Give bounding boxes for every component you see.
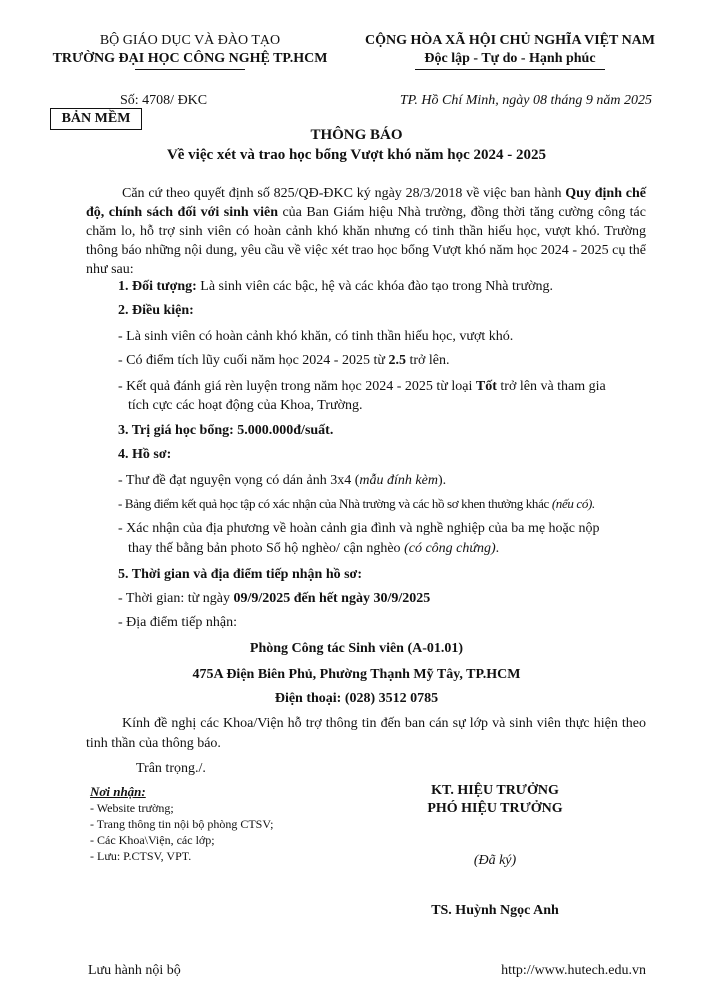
document-subtitle: Về việc xét và trao học bổng Vượt khó năm học 2024 - 2025: [166, 147, 547, 163]
section-1-label: 1. Đối tượng:: [118, 279, 197, 294]
intro-text-1: Căn cứ theo quyết định số 825/QĐ-ĐKC ký ngày 28/3/2018 về việc ban hành: [122, 186, 562, 201]
section-4-item-1-text: - Thư đề đạt nguyện vọng có dán ảnh 3x4 (: [118, 473, 360, 488]
soft-copy-stamp: BẢN MỀM: [50, 108, 142, 130]
recipient-item: - Các Khoa\Viện, các lớp;: [90, 833, 215, 847]
document-title: THÔNG BÁO: [310, 127, 403, 143]
motto-underline: [415, 69, 605, 70]
section-5-label: 5. Thời gian và địa điểm tiếp nhận hồ sơ:: [118, 567, 362, 582]
section-2-item-2: [118, 352, 648, 370]
recipient-item: - Website trường;: [90, 801, 174, 815]
section-3-label: 3. Trị giá học bổng: 5.000.000đ/suất.: [118, 423, 334, 438]
ministry-name: BỘ GIÁO DỤC VÀ ĐÀO TẠO: [99, 33, 281, 48]
section-5-time: [118, 590, 648, 608]
signatory-name: TS. Huỳnh Ngọc Anh: [431, 903, 559, 918]
section-2-item-3-continued: tích cực các hoạt động của Khoa, Trường.: [128, 398, 363, 413]
section-2-label: 2. Điều kiện:: [118, 303, 194, 318]
section-4-item-1: [118, 472, 648, 490]
footer-internal: Lưu hành nội bộ: [88, 963, 181, 978]
header-left: [40, 32, 340, 70]
header-right: [355, 32, 665, 70]
section-2-item-3: [118, 378, 648, 396]
section-4-item-2-text: - Bảng điểm kết quả học tập có xác nhận của Nhà trường và các hồ sơ khen thưởng khác: [118, 496, 552, 511]
section-2-item-3-text: - Kết quả đánh giá rèn luyện trong năm học 2024 - 2025 từ loại: [118, 379, 476, 394]
signature-line-2: PHÓ HIỆU TRƯỞNG: [427, 801, 563, 816]
signature-signed: (Đã ký): [473, 853, 517, 868]
section-2-item-3-bold: Tốt: [475, 379, 497, 394]
closing-paragraph: Kính đề nghị các Khoa/Viện hỗ trợ thông tin đến ban cán sự lớp và sinh viên thực hiện theo tinh thần của thông báo.: [86, 716, 646, 751]
section-5-place: - Địa điểm tiếp nhận:: [118, 615, 237, 630]
section-4-label: 4. Hồ sơ:: [118, 447, 172, 462]
section-2-item-2-bold: 2.5: [388, 353, 406, 368]
republic-name: CỘNG HÒA XÃ HỘI CHỦ NGHĨA VIỆT NAM: [364, 33, 655, 48]
section-4-item-2-italic: (nếu có).: [551, 496, 595, 511]
section-1-text: Là sinh viên các bậc, hệ và các khóa đào tạo trong Nhà trường.: [196, 279, 554, 294]
section-4-item-3-tail: .: [495, 541, 500, 556]
section-4-item-3: - Xác nhận của địa phương về hoàn cảnh gia đình và nghề nghiệp của ba mẹ hoặc nộp: [118, 521, 600, 536]
footer-website-link[interactable]: http://www.hutech.edu.vn: [501, 963, 646, 978]
recipients-heading: Nơi nhận:: [90, 784, 146, 799]
office-name: Phòng Công tác Sinh viên (A-01.01): [249, 641, 464, 656]
section-5-time-prefix: - Thời gian: từ ngày: [118, 591, 234, 606]
intro-paragraph: [86, 184, 646, 279]
section-4-item-3-italic: (có công chứng): [404, 541, 496, 556]
section-1: [118, 278, 648, 296]
regards: Trân trọng./.: [136, 761, 206, 776]
national-motto: Độc lập - Tự do - Hạnh phúc: [424, 51, 596, 67]
section-5-time-bold: 09/9/2025 đến hết ngày 30/9/2025: [233, 591, 431, 606]
section-4-item-3-cont-text: thay thế bằng bản photo Sổ hộ nghèo/ cận nghèo: [128, 541, 405, 556]
intro-text-2: của Ban Giám hiệu Nhà trường, đồng thời tăng cường công tác chăm lo, hỗ trợ sinh viên có hoàn cảnh khó khăn nhưng có tinh thần hiếu học, vượt khó. Trường thông báo những nội dung, yêu cầu về việc xét trao học bổng Vượt khó năm học 2024 - 2025 cụ thể như sau:: [86, 205, 646, 277]
section-2-item-1: - Là sinh viên có hoàn cảnh khó khăn, có tinh thần hiếu học, vượt khó.: [118, 329, 514, 344]
section-4-item-3-continued: [128, 540, 658, 558]
date-line: TP. Hồ Chí Minh, ngày 08 tháng 9 năm 2025: [399, 93, 652, 108]
signature-line-1: KT. HIỆU TRƯỞNG: [431, 783, 559, 798]
section-2-item-2-text: - Có điểm tích lũy cuối năm học 2024 - 2025 từ: [118, 353, 389, 368]
school-underline: [135, 69, 245, 70]
section-2-item-2-tail: trở lên.: [405, 353, 450, 368]
intro-bold: Quy định chế độ, chính sách đối với sinh viên: [86, 186, 647, 220]
recipient-item: - Lưu: P.CTSV, VPT.: [90, 849, 192, 863]
office-phone: Điện thoại: (028) 3512 0785: [274, 691, 439, 706]
document-number: Số: 4708/ ĐKC: [120, 93, 208, 108]
section-4-item-2: [118, 496, 658, 513]
school-name: TRƯỜNG ĐẠI HỌC CÔNG NGHỆ TP.HCM: [52, 51, 328, 67]
section-2-item-3-tail: trở lên và tham gia: [496, 379, 606, 394]
office-address: 475A Điện Biên Phủ, Phường Thạnh Mỹ Tây, TP.HCM: [192, 667, 521, 682]
recipients-block: [90, 784, 273, 864]
recipient-item: - Trang thông tin nội bộ phòng CTSV;: [90, 817, 274, 831]
section-4-item-1-tail: ).: [437, 473, 447, 488]
section-4-item-1-italic: mẫu đính kèm: [359, 473, 438, 488]
